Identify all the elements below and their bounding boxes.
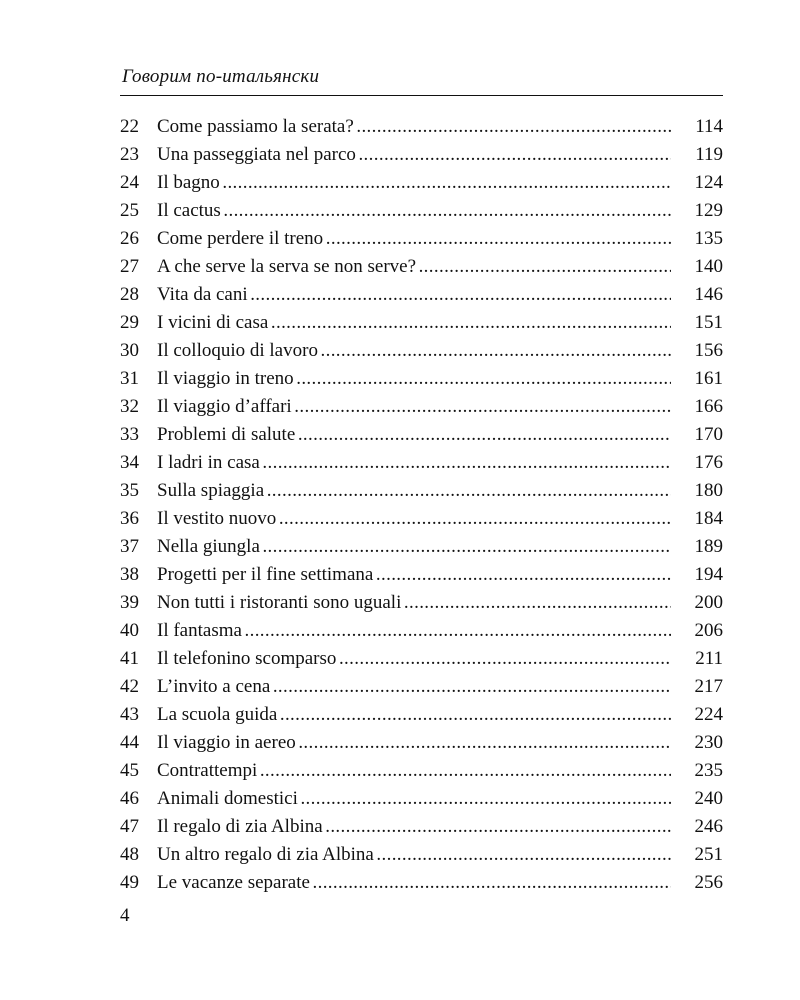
entry-page-number: 230 (694, 732, 723, 753)
toc-entry (120, 337, 723, 365)
entry-page-number: 217 (694, 676, 723, 697)
toc-entry (120, 533, 723, 561)
toc-entry (120, 645, 723, 673)
toc-entry (120, 197, 723, 225)
entry-page-number: 114 (695, 116, 723, 137)
entry-page-number: 170 (694, 424, 723, 445)
entry-title: I ladri in casa . . . (157, 449, 671, 477)
toc-entry (120, 785, 723, 813)
entry-page-number: 256 (694, 872, 723, 893)
entry-title: Sulla spiaggia . . . (157, 477, 671, 505)
running-head: Говорим по-итальянски (122, 66, 320, 87)
toc-entry (120, 309, 723, 337)
entry-number: 43 (120, 704, 139, 725)
entry-page-number: 235 (694, 760, 723, 781)
entry-number: 22 (120, 116, 139, 137)
toc-entry (120, 561, 723, 589)
entry-page-number: 194 (694, 564, 723, 585)
toc-entry (120, 477, 723, 505)
entry-page-number: 166 (694, 396, 723, 417)
entry-title: Vita da cani . . . (157, 281, 671, 309)
entry-title: Nella giungla . . . (157, 533, 671, 561)
entry-title: Non tutti i ristoranti sono uguali . . . (157, 589, 671, 617)
entry-title: I vicini di casa . . . (157, 309, 671, 337)
toc-entry (120, 421, 723, 449)
entry-page-number: 176 (694, 452, 723, 473)
entry-title: Il bagno . . . (157, 169, 671, 197)
toc-entry (120, 729, 723, 757)
entry-page-number: 184 (694, 508, 723, 529)
entry-number: 39 (120, 592, 139, 613)
toc-entry (120, 281, 723, 309)
toc-entry (120, 253, 723, 281)
toc-entry (120, 449, 723, 477)
entry-number: 25 (120, 200, 139, 221)
table-of-contents (120, 113, 723, 897)
entry-title: L’invito a cena . . . (157, 673, 671, 701)
entry-page-number: 156 (694, 340, 723, 361)
entry-number: 35 (120, 480, 139, 501)
entry-number: 33 (120, 424, 139, 445)
entry-page-number: 224 (694, 704, 723, 725)
entry-page-number: 211 (695, 648, 723, 669)
toc-entry (120, 393, 723, 421)
toc-entry (120, 141, 723, 169)
entry-page-number: 119 (695, 144, 723, 165)
entry-title: A che serve la serva se non serve? . . . (157, 253, 671, 281)
toc-entry (120, 841, 723, 869)
entry-title: Contrattempi . . . (157, 757, 671, 785)
entry-number: 30 (120, 340, 139, 361)
entry-page-number: 151 (694, 312, 723, 333)
entry-title: Come perdere il treno . . . (157, 225, 671, 253)
entry-number: 48 (120, 844, 139, 865)
entry-page-number: 129 (694, 200, 723, 221)
entry-title: Il vestito nuovo . . . (157, 505, 671, 533)
toc-entry (120, 169, 723, 197)
entry-number: 23 (120, 144, 139, 165)
entry-page-number: 135 (694, 228, 723, 249)
entry-number: 28 (120, 284, 139, 305)
toc-entry (120, 673, 723, 701)
toc-entry (120, 505, 723, 533)
entry-page-number: 200 (694, 592, 723, 613)
entry-title: Il regalo di zia Albina . . . (157, 813, 671, 841)
entry-number: 44 (120, 732, 139, 753)
entry-title: Progetti per il fine settimana . . . (157, 561, 671, 589)
entry-number: 24 (120, 172, 139, 193)
entry-number: 49 (120, 872, 139, 893)
entry-title: Il cactus . . . (157, 197, 671, 225)
entry-page-number: 206 (694, 620, 723, 641)
entry-page-number: 189 (694, 536, 723, 557)
page-number: 4 (120, 905, 130, 926)
toc-entry (120, 617, 723, 645)
toc-entry (120, 813, 723, 841)
entry-number: 27 (120, 256, 139, 277)
entry-page-number: 146 (694, 284, 723, 305)
entry-number: 45 (120, 760, 139, 781)
entry-title: Il viaggio d’affari . . . (157, 393, 671, 421)
entry-title: Il fantasma . . . (157, 617, 671, 645)
entry-title: Le vacanze separate . . . (157, 869, 671, 897)
entry-page-number: 240 (694, 788, 723, 809)
entry-number: 26 (120, 228, 139, 249)
entry-title: Problemi di salute . . . (157, 421, 671, 449)
entry-number: 34 (120, 452, 139, 473)
entry-title: Il viaggio in aereo . . . (157, 729, 671, 757)
entry-number: 47 (120, 816, 139, 837)
entry-title: Una passeggiata nel parco . . . (157, 141, 671, 169)
entry-number: 32 (120, 396, 139, 417)
toc-entry (120, 701, 723, 729)
entry-number: 42 (120, 676, 139, 697)
toc-entry (120, 225, 723, 253)
entry-number: 46 (120, 788, 139, 809)
entry-number: 36 (120, 508, 139, 529)
entry-title: La scuola guida . . . (157, 701, 671, 729)
entry-page-number: 251 (694, 844, 723, 865)
header-rule (120, 95, 723, 96)
entry-title: Animali domestici . . . (157, 785, 671, 813)
entry-page-number: 246 (694, 816, 723, 837)
entry-title: Il colloquio di lavoro . . . (157, 337, 671, 365)
entry-number: 37 (120, 536, 139, 557)
entry-number: 40 (120, 620, 139, 641)
entry-page-number: 180 (694, 480, 723, 501)
entry-number: 31 (120, 368, 139, 389)
toc-entry (120, 589, 723, 617)
entry-page-number: 140 (694, 256, 723, 277)
toc-entry (120, 113, 723, 141)
toc-entry (120, 757, 723, 785)
entry-page-number: 124 (694, 172, 723, 193)
entry-title: Un altro regalo di zia Albina . . . (157, 841, 671, 869)
toc-entry (120, 365, 723, 393)
entry-number: 29 (120, 312, 139, 333)
entry-number: 38 (120, 564, 139, 585)
entry-title: Il telefonino scomparso . . . (157, 645, 671, 673)
entry-title: Come passiamo la serata? . . . (157, 113, 671, 141)
entry-page-number: 161 (694, 368, 723, 389)
entry-number: 41 (120, 648, 139, 669)
entry-title: Il viaggio in treno . . . (157, 365, 671, 393)
toc-entry (120, 869, 723, 897)
